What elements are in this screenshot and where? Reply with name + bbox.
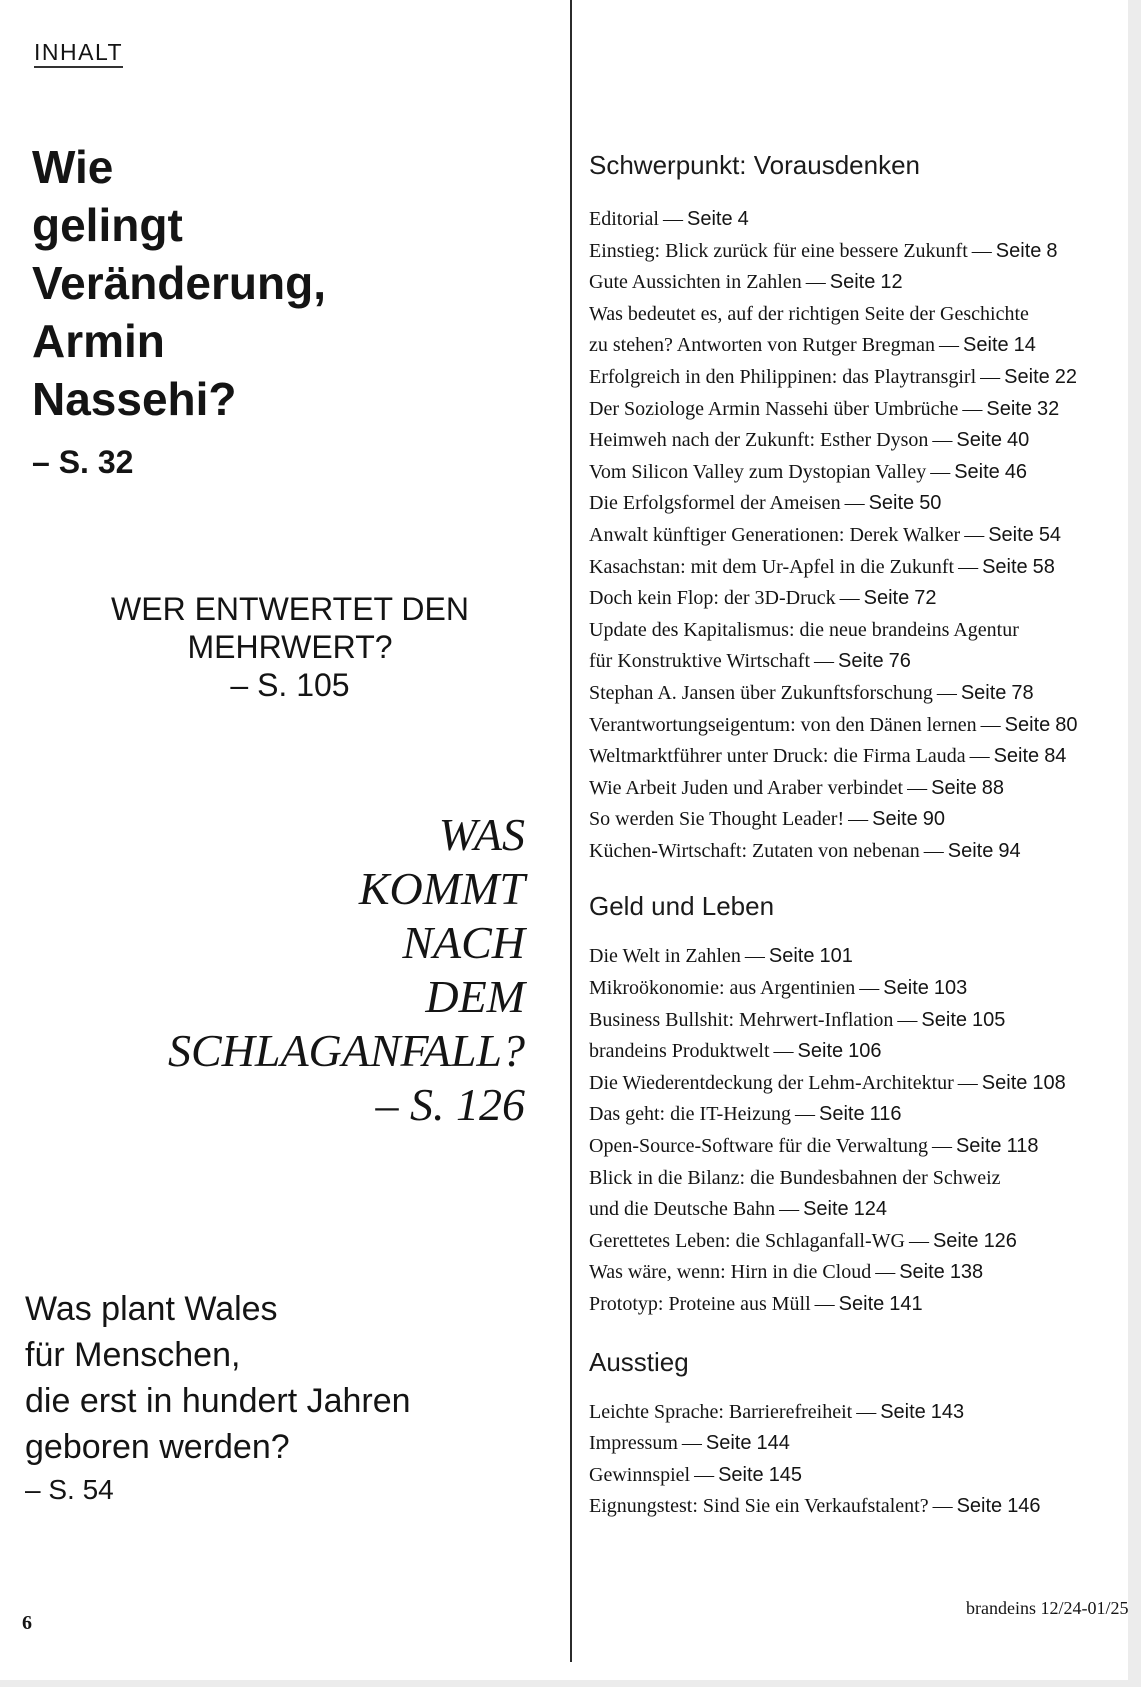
toc-entry-title: Verantwortungseigentum: von den Dänen lernen [589,713,977,736]
toc-entry-page-number: 108 [1032,1071,1066,1094]
toc-entry-page-number: 54 [1038,523,1062,546]
toc-entry-page-number: 143 [930,1400,965,1423]
toc-entry-list [589,941,1109,1320]
toc-entry-page-label: Seite [883,977,929,1000]
toc-entry[interactable] [589,330,1109,362]
toc-entry-title: Kasachstan: mit dem Ur-Apfel in die Zukunft [589,555,955,578]
toc-entry[interactable] [589,1163,1109,1195]
toc-entry-list [589,204,1109,867]
toc-entry-page-label: Seite [803,1198,849,1221]
toc-entry-title: Blick in die Bilanz: die Bundesbahnen der Schweiz [589,1166,1001,1189]
toc-entry[interactable] [589,646,1109,678]
teaser-line: MEHRWERT? [187,629,393,665]
toc-entry-separator: — [814,650,834,673]
toc-entry[interactable] [589,678,1109,710]
toc-entry[interactable] [589,457,1109,489]
toc-entry-page-label: Seite [981,1071,1028,1094]
toc-entry-separator: — [856,1400,877,1423]
toc-entry-title: Das geht: die IT-Heizung [589,1103,791,1126]
toc-entry-page-label: Seite [993,745,1040,768]
toc-entry[interactable] [589,520,1109,552]
teaser-line: geboren werden? [25,1428,290,1466]
toc-entry[interactable] [589,1257,1109,1289]
teaser-page-ref: – S. 32 [32,444,134,480]
teaser-line: WER ENTWERTET DEN [111,591,469,627]
toc-entry-page-label: Seite [931,776,977,799]
toc-entry-page-number: 116 [869,1103,902,1126]
toc-entry[interactable] [589,583,1109,615]
teaser-line: NACH [402,917,525,968]
toc-entry-page-label: Seite [986,397,1032,420]
toc-entry-separator: — [875,1261,896,1284]
toc-entry[interactable] [589,488,1109,520]
toc-entry[interactable] [589,1460,1109,1492]
issue-footer: brandeins 12/24-01/25 [966,1598,1129,1618]
toc-entry-page-number: 106 [848,1040,882,1063]
page-header: INHALT [34,38,123,68]
toc-entry-title: Der Soziologe Armin Nassehi über Umbrüche [589,397,959,420]
toc-entry-title: Die Wiederentdeckung der Lehm-Architektur [589,1071,954,1094]
column-divider [570,0,572,1662]
toc-entry-page-number: 84 [1044,745,1067,768]
toc-entry-page-label: Seite [960,681,1007,704]
toc-entry-separator: — [980,713,1001,736]
toc-section [589,1345,1109,1523]
toc-entry-title: Open-Source-Software für die Verwaltung [589,1135,928,1158]
toc-entry[interactable] [589,941,1109,973]
toc-entry[interactable] [589,1397,1109,1429]
teaser-mehrwert[interactable] [80,590,500,704]
toc-entry-page-number: 101 [819,945,853,968]
page-number: 6 [22,1612,32,1634]
toc-entry-page-number: 72 [914,587,937,610]
teaser-line: Armin [32,315,165,367]
toc-entry[interactable] [589,836,1109,868]
toc-entry-separator: — [962,397,983,420]
toc-entry-page-number: 138 [949,1261,984,1284]
toc-entry-page-label: Seite [932,1229,979,1252]
toc-entry-separator: — [848,808,869,831]
toc-entry-page-number: 22 [1054,365,1077,388]
teaser-line: SCHLAGANFALL? [167,1025,525,1076]
toc-entry[interactable] [589,394,1109,426]
toc-entry-title: Mikroökonomie: aus Argentinien [589,977,856,1000]
toc-entry-title: Business Bullshit: Mehrwert-Inflation [589,1008,894,1031]
toc-entry-separator: — [931,1135,952,1158]
teaser-line: Wie [32,141,114,193]
toc-entry-page-label: Seite [995,239,1042,262]
toc-section-title: Ausstieg [589,1346,689,1377]
toc-entry-title: Was wäre, wenn: Hirn in die Cloud [589,1261,872,1284]
toc-entry-title: Gerettetes Leben: die Schlaganfall-WG [589,1229,905,1252]
teaser-line: Was plant Wales [25,1290,278,1328]
toc-entry-page-number: 118 [1006,1135,1039,1158]
teaser-wales[interactable] [25,1286,525,1510]
toc-entry[interactable] [589,1194,1109,1226]
toc-entry-title: Leichte Sprache: Barrierefreiheit [589,1400,853,1423]
toc-entry-page-label: Seite [955,1135,1002,1158]
toc-entry-page-number: 126 [983,1229,1017,1252]
toc-entry-page-label: Seite [947,839,994,862]
toc-entry-page-label: Seite [954,460,1000,483]
toc-entry-page-label: Seite [963,334,1009,357]
toc-entry-separator: — [744,945,765,968]
toc-entry-page-number: 32 [1036,397,1060,420]
toc-entry-title: So werden Sie Thought Leader! [589,808,845,831]
toc-entry-page-label: Seite [921,1008,968,1031]
toc-entry-separator: — [939,334,960,357]
toc-entry-page-number: 78 [1011,681,1034,704]
teaser-line: KOMMT [358,863,525,914]
toc-entry-page-number: 103 [933,977,968,1000]
toc-entry[interactable] [589,552,1109,584]
toc-entry-separator: — [936,681,957,704]
toc-entry-title: Vom Silicon Valley zum Dystopian Valley [589,460,927,483]
toc-entry-separator: — [805,271,826,294]
toc-entry-page-number: 105 [972,1008,1006,1031]
teaser-line: Nassehi? [32,373,237,425]
teaser-line: WAS [438,809,525,860]
toc-entry-separator: — [662,208,683,230]
teaser-line: für Menschen, [25,1336,241,1374]
toc-entry[interactable] [589,1005,1109,1037]
toc-entry-title: Gute Aussichten in Zahlen [589,271,802,294]
scan-edge-right [1128,0,1141,1687]
toc-entry-title: Was bedeutet es, auf der richtigen Seite der Geschichte [589,302,1029,325]
toc-entry[interactable] [589,267,1109,299]
toc-entry-title: Gewinnspiel [589,1463,691,1486]
toc-entry-page-label: Seite [838,650,884,673]
toc-entry-page-label: Seite [829,271,876,294]
toc-entry-separator: — [932,429,953,452]
toc-entry-page-number: 12 [880,271,903,294]
toc-entry-page-label: Seite [899,1261,945,1284]
toc-section-title: Geld und Leben [589,891,775,922]
toc-entry-page-number: 8 [1046,239,1058,262]
toc-entry-title: Erfolgreich in den Philippinen: das Playtransgirl [589,365,977,388]
toc-entry-title: Die Welt in Zahlen [589,945,741,968]
toc-entry-page-number: 124 [853,1198,888,1221]
toc-entry-title: und die Deutsche Bahn [589,1198,776,1221]
toc-entry[interactable] [589,204,1109,236]
toc-entry-page-label: Seite [718,1463,764,1486]
toc-section-title: Schwerpunkt: Vorausdenken [589,150,920,180]
toc-entry-list [589,1397,1109,1523]
toc-entry-page-number: 4 [737,208,749,230]
toc-entry[interactable] [589,1226,1109,1258]
toc-entry[interactable] [589,741,1109,773]
toc-entry-page-label: Seite [982,555,1028,578]
toc-entry[interactable] [589,362,1109,394]
toc-entry-separator: — [814,1293,835,1315]
toc-entry-page-number: 40 [1006,429,1030,452]
table-of-contents [589,148,1109,1523]
toc-entry-separator: — [794,1103,815,1126]
teaser-line: gelingt [32,199,183,251]
toc-entry-separator: — [681,1432,702,1455]
toc-entry-page-label: Seite [686,208,733,230]
toc-entry-page-number: 90 [922,808,945,831]
toc-entry-title: Impressum [589,1432,678,1455]
toc-entry-separator: — [694,1463,715,1486]
toc-entry[interactable] [589,1036,1109,1068]
toc-entry-page-label: Seite [956,1495,1003,1518]
toc-entry-page-number: 80 [1055,713,1078,736]
toc-entry-page-number: 76 [888,650,911,673]
toc-entry-page-label: Seite [768,945,815,968]
toc-entry[interactable] [589,710,1109,742]
toc-entry[interactable] [589,773,1109,805]
toc-entry-page-label: Seite [1004,713,1051,736]
toc-entry-title: Doch kein Flop: der 3D-Druck [589,587,836,610]
toc-entry[interactable] [589,615,1109,647]
toc-entry-title: Einstieg: Blick zurück für eine bessere Zukunft [589,239,968,262]
toc-entry-separator: — [964,523,985,546]
toc-entry-page-label: Seite [988,523,1034,546]
toc-entry[interactable] [589,236,1109,268]
teaser-nassehi[interactable] [32,138,392,482]
toc-section [589,889,1109,1320]
toc-entry[interactable] [589,1099,1109,1131]
toc-entry-page-number: 58 [1032,555,1055,578]
toc-entry-page-label: Seite [797,1040,844,1063]
toc-entry-title: Update des Kapitalismus: die neue brandeins Agentur [589,618,1019,641]
toc-section [589,148,1109,867]
toc-entry-page-label: Seite [872,808,918,831]
toc-entry-page-label: Seite [705,1432,752,1455]
toc-entry-separator: — [932,1495,953,1518]
toc-entry-page-number: 141 [889,1293,923,1315]
toc-entry-title: Die Erfolgsformel der Ameisen [589,492,841,515]
toc-entry-separator: — [971,239,992,262]
toc-entry-page-number: 46 [1004,460,1028,483]
toc-entry-page-number: 14 [1013,334,1036,357]
toc-entry[interactable] [589,1289,1109,1321]
toc-entry-page-number: 146 [1007,1495,1041,1518]
toc-entry-page-label: Seite [863,587,910,610]
toc-entry-separator: — [859,977,880,1000]
toc-entry-title: Anwalt künftiger Generationen: Derek Walker [589,523,961,546]
toc-entry-separator: — [897,1008,918,1031]
toc-entry-page-label: Seite [868,492,915,515]
toc-entry-title: Eignungstest: Sind Sie ein Verkaufstalent? [589,1495,929,1518]
toc-entry[interactable] [589,299,1109,331]
teaser-line: Veränderung, [32,257,326,309]
toc-entry-separator: — [773,1040,794,1063]
toc-entry-page-number: 145 [768,1463,803,1486]
toc-entry-separator: — [839,587,860,610]
toc-entry-separator: — [930,460,951,483]
toc-entry-page-number: 94 [998,839,1021,862]
toc-entry-separator: — [958,555,979,578]
toc-entry-title: Heimweh nach der Zukunft: Esther Dyson [589,429,929,452]
toc-entry-separator: — [980,365,1001,388]
toc-entry[interactable] [589,1491,1109,1523]
toc-entry-title: für Konstruktive Wirtschaft [589,650,810,673]
toc-entry[interactable] [589,973,1109,1005]
toc-entry-title: Küchen-Wirtschaft: Zutaten von nebenan [589,839,920,862]
toc-entry[interactable] [589,1131,1109,1163]
toc-entry-title: Editorial [589,208,659,230]
teaser-line: DEM [425,971,525,1022]
toc-entry-page-label: Seite [1004,365,1050,388]
toc-entry-title: zu stehen? Antworten von Rutger Bregman [589,334,936,357]
toc-entry-separator: — [969,745,990,768]
teaser-page-ref: – S. 126 [375,1079,525,1130]
toc-entry-title: Weltmarktführer unter Druck: die Firma Lauda [589,745,966,768]
toc-entry-page-label: Seite [880,1400,926,1423]
toc-entry-title: Stephan A. Jansen über Zukunftsforschung [589,681,933,704]
toc-entry-page-label: Seite [818,1103,865,1126]
scan-edge-bottom [0,1680,1141,1687]
teaser-line: die erst in hundert Jahren [25,1382,411,1420]
toc-entry-title: Wie Arbeit Juden und Araber verbindet [589,776,904,799]
toc-entry-page-label: Seite [956,429,1002,452]
toc-entry-title: Prototyp: Proteine aus Müll [589,1293,811,1315]
toc-entry-separator: — [907,776,928,799]
toc-entry-page-number: 50 [919,492,942,515]
toc-entry-separator: — [923,839,944,862]
toc-entry[interactable] [589,1428,1109,1460]
toc-entry-page-number: 144 [756,1432,790,1455]
toc-entry-separator: — [779,1198,800,1221]
toc-entry-page-label: Seite [838,1293,885,1315]
teaser-schlaganfall[interactable] [100,808,525,1132]
toc-entry-separator: — [908,1229,929,1252]
toc-entry-separator: — [844,492,865,515]
teaser-page-ref: – S. 105 [230,667,350,703]
toc-entry-page-number: 88 [981,776,1004,799]
toc-entry[interactable] [589,1068,1109,1100]
toc-entry[interactable] [589,804,1109,836]
toc-entry-separator: — [957,1071,978,1094]
toc-entry-title: brandeins Produktwelt [589,1040,770,1063]
teaser-page-ref: – S. 54 [25,1474,114,1505]
toc-entry[interactable] [589,425,1109,457]
